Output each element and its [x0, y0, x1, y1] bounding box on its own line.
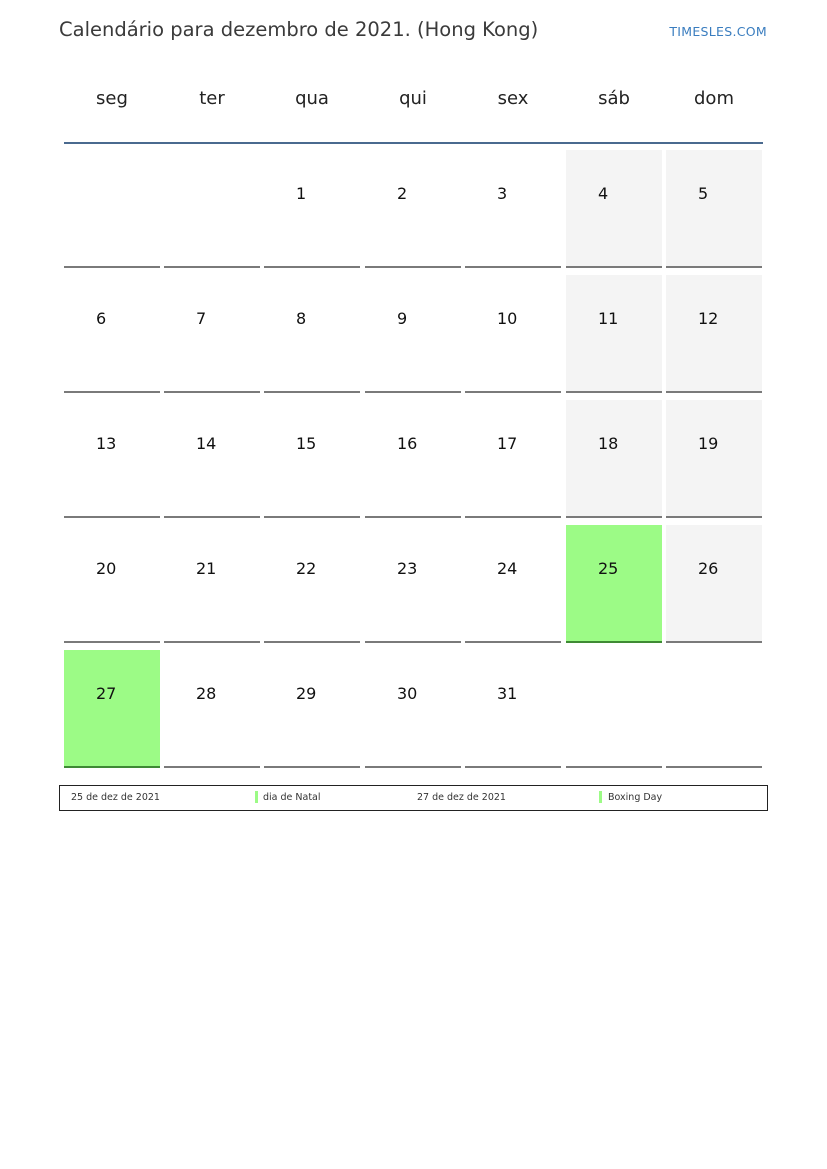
day-number: 10: [497, 309, 518, 328]
day-number: 14: [196, 434, 217, 453]
day-number: 23: [397, 559, 418, 578]
day-cell[interactable]: [666, 400, 762, 518]
weekday-label: sex: [497, 88, 529, 109]
day-number: 7: [196, 309, 207, 328]
empty-cell: [164, 150, 260, 268]
empty-cell: [666, 650, 762, 768]
day-cell[interactable]: [264, 150, 360, 268]
day-cell[interactable]: [365, 150, 461, 268]
day-number: 12: [698, 309, 719, 328]
day-number: 18: [598, 434, 619, 453]
day-cell[interactable]: [465, 400, 561, 518]
day-cell[interactable]: [264, 275, 360, 393]
day-number: 29: [296, 684, 317, 703]
holiday-legend: [59, 785, 768, 811]
weekday-label: qui: [399, 88, 427, 109]
page-title: Calendário para dezembro de 2021. (Hong Kong): [59, 18, 539, 41]
day-cell[interactable]: [465, 275, 561, 393]
day-cell[interactable]: [666, 150, 762, 268]
day-cell[interactable]: [365, 650, 461, 768]
day-cell[interactable]: [365, 400, 461, 518]
weekday-header: [64, 88, 763, 120]
day-number: 9: [397, 309, 408, 328]
day-cell[interactable]: [264, 650, 360, 768]
day-cell[interactable]: [365, 275, 461, 393]
day-number: 16: [397, 434, 418, 453]
day-number: 21: [196, 559, 217, 578]
day-cell[interactable]: [666, 275, 762, 393]
day-number: 25: [598, 559, 619, 578]
day-number: 26: [698, 559, 719, 578]
day-cell[interactable]: [465, 650, 561, 768]
day-cell[interactable]: [164, 650, 260, 768]
day-number: 11: [598, 309, 619, 328]
empty-cell: [64, 150, 160, 268]
legend-holiday-name: Boxing Day: [608, 792, 663, 803]
day-number: 15: [296, 434, 317, 453]
weekday-label: seg: [96, 88, 128, 109]
day-cell[interactable]: [566, 525, 662, 643]
day-number: 20: [96, 559, 117, 578]
weekday-label: ter: [199, 88, 225, 109]
day-cell[interactable]: [465, 525, 561, 643]
day-number: 5: [698, 184, 709, 203]
day-number: 1: [296, 184, 307, 203]
day-number: 3: [497, 184, 508, 203]
day-number: 22: [296, 559, 317, 578]
empty-cell: [566, 650, 662, 768]
legend-date: 27 de dez de 2021: [417, 792, 506, 803]
day-number: 8: [296, 309, 307, 328]
day-number: 13: [96, 434, 117, 453]
day-cell[interactable]: [264, 525, 360, 643]
day-number: 2: [397, 184, 408, 203]
legend-color-marker: [255, 791, 258, 803]
weekday-label: sáb: [598, 88, 630, 109]
day-cell[interactable]: [566, 400, 662, 518]
brand-link[interactable]: TIMESLES.COM: [669, 24, 767, 39]
day-cell[interactable]: [365, 525, 461, 643]
day-number: 17: [497, 434, 518, 453]
day-number: 24: [497, 559, 518, 578]
day-cell[interactable]: [566, 275, 662, 393]
day-cell[interactable]: [164, 525, 260, 643]
day-cell[interactable]: [164, 400, 260, 518]
weekday-label: dom: [694, 88, 734, 109]
legend-date: 25 de dez de 2021: [71, 792, 160, 803]
day-cell[interactable]: [566, 150, 662, 268]
legend-holiday-name: dia de Natal: [263, 792, 321, 803]
day-number: 4: [598, 184, 609, 203]
day-cell[interactable]: [666, 525, 762, 643]
day-number: 30: [397, 684, 418, 703]
legend-color-marker: [599, 791, 602, 803]
day-cell[interactable]: [465, 150, 561, 268]
day-cell[interactable]: [64, 650, 160, 768]
day-number: 28: [196, 684, 217, 703]
day-cell[interactable]: [264, 400, 360, 518]
day-cell[interactable]: [64, 525, 160, 643]
weekday-label: qua: [295, 88, 329, 109]
header-divider: [64, 142, 763, 144]
day-cell[interactable]: [64, 400, 160, 518]
day-cell[interactable]: [64, 275, 160, 393]
day-number: 27: [96, 684, 117, 703]
day-number: 6: [96, 309, 107, 328]
day-number: 31: [497, 684, 518, 703]
day-cell[interactable]: [164, 275, 260, 393]
day-number: 19: [698, 434, 719, 453]
